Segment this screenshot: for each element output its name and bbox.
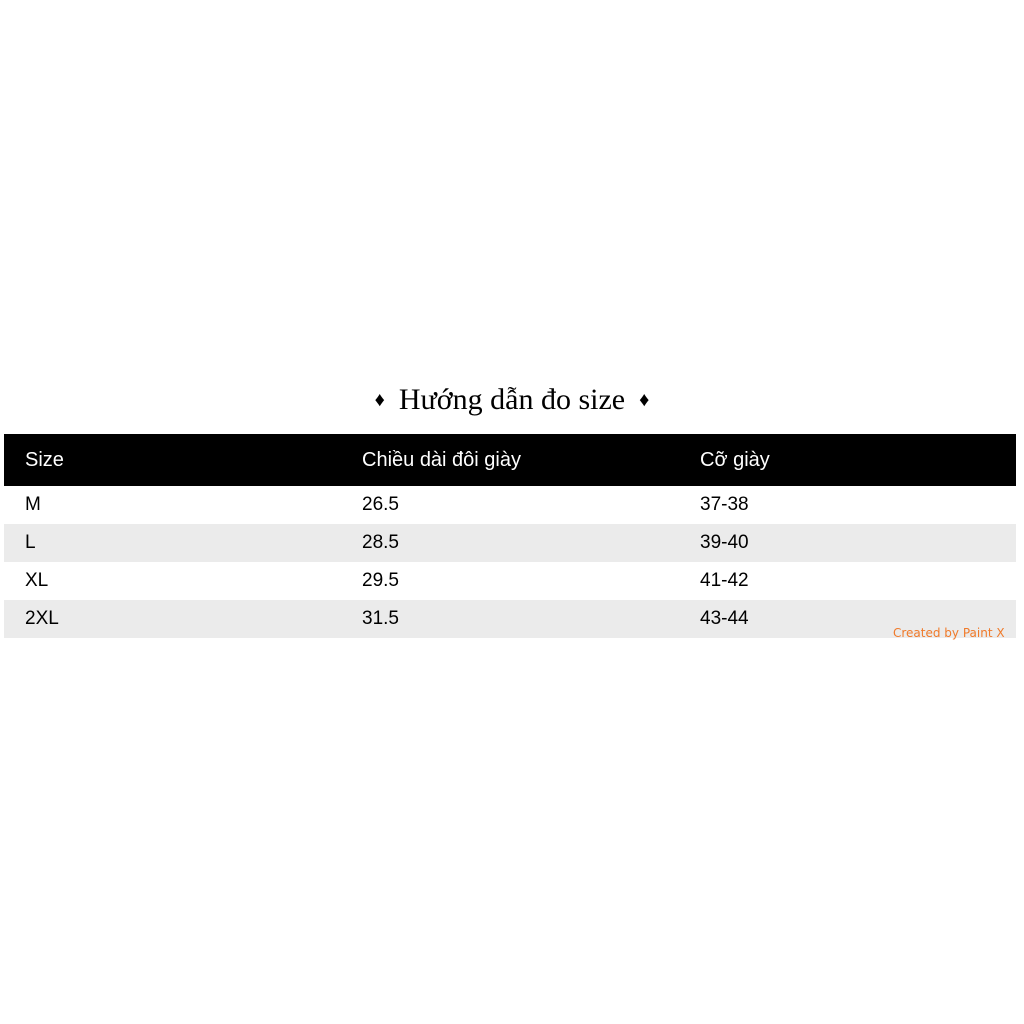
- cell-size: L: [25, 532, 36, 553]
- cell-shoe-length: 29.5: [362, 570, 399, 591]
- cell-shoe-size: 41-42: [700, 570, 749, 591]
- header-shoe-size: Cỡ giày: [700, 448, 770, 471]
- cell-size: M: [25, 494, 41, 515]
- cell-size: 2XL: [25, 608, 59, 629]
- size-chart-table: [4, 434, 1016, 638]
- cell-shoe-size: 43-44: [700, 608, 749, 629]
- table-row: [4, 562, 1016, 600]
- page-title-text: Hướng dẫn đo size: [398, 383, 626, 416]
- cell-shoe-size: 39-40: [700, 532, 749, 553]
- header-shoe-length: Chiều dài đôi giày: [362, 448, 521, 471]
- header-size: Size: [25, 448, 64, 471]
- diamond-bullet-icon: ♦: [639, 389, 650, 411]
- cell-shoe-length: 28.5: [362, 532, 399, 553]
- table-row: [4, 486, 1016, 524]
- cell-shoe-size: 37-38: [700, 494, 749, 515]
- page-title: [0, 378, 1024, 422]
- cell-shoe-length: 26.5: [362, 494, 399, 515]
- diamond-bullet-icon: ♦: [374, 389, 385, 411]
- cell-size: XL: [25, 570, 49, 591]
- table-row: [4, 600, 1016, 638]
- table-row: [4, 524, 1016, 562]
- cell-shoe-length: 31.5: [362, 608, 399, 629]
- watermark-text: Created by Paint X: [893, 626, 1005, 640]
- table-header-row: [4, 434, 1016, 486]
